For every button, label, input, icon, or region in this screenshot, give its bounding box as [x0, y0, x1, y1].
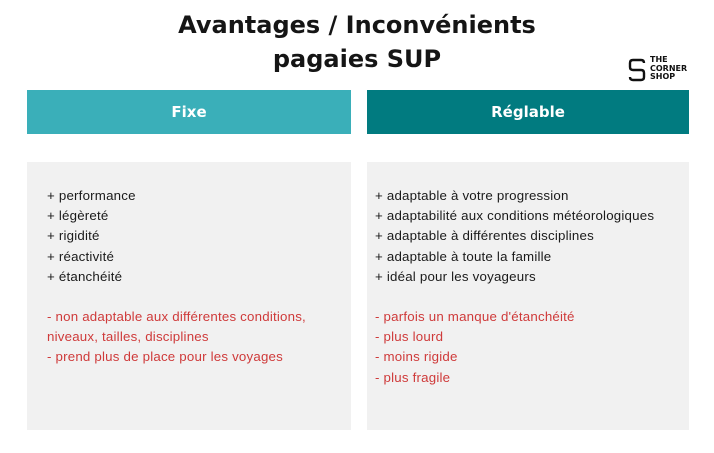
- reglable-header: Réglable: [367, 90, 689, 134]
- logo-text-line-2: CORNER: [650, 63, 688, 73]
- reglable-panel: [367, 162, 689, 430]
- logo-mark-icon: [627, 57, 647, 83]
- title-line-1: Avantages / Inconvénients: [178, 11, 536, 39]
- reglable-cons-list: [375, 307, 689, 388]
- logo-text-line-3: SHOP: [650, 72, 676, 82]
- fixe-cons-list: [47, 307, 351, 368]
- reglable-pro-item: + adaptabilité aux conditions météorologiques: [375, 208, 655, 224]
- fixe-con-item: niveaux, tailles, disciplines: [47, 329, 209, 345]
- reglable-pro-item: + adaptable à différentes disciplines: [375, 228, 594, 244]
- reglable-con-item: - plus fragile: [375, 369, 451, 385]
- fixe-con-item: - non adaptable aux différentes conditions,: [47, 309, 306, 325]
- logo-text: [650, 56, 687, 82]
- fixe-pro-item: + légèreté: [47, 208, 109, 224]
- reglable-con-item: - parfois un manque d'étanchéité: [375, 309, 575, 325]
- fixe-pro-item: + rigidité: [47, 228, 100, 244]
- title-line-2: pagaies SUP: [272, 45, 442, 73]
- reglable-pro-item: + adaptable à toute la famille: [375, 248, 552, 264]
- reglable-con-item: - moins rigide: [375, 349, 458, 365]
- reglable-pro-item: + idéal pour les voyageurs: [375, 268, 536, 284]
- fixe-pro-item: + étanchéité: [47, 268, 123, 284]
- fixe-header: Fixe: [27, 90, 351, 134]
- reglable-pros-list: [375, 186, 689, 287]
- reglable-con-item: - plus lourd: [375, 329, 444, 345]
- fixe-pro-item: + réactivité: [47, 248, 115, 264]
- fixe-pro-item: + performance: [47, 188, 136, 203]
- logo-text-line-1: THE: [650, 55, 668, 64]
- fixe-panel: [27, 162, 351, 430]
- fixe-con-item: - prend plus de place pour les voyages: [47, 349, 284, 365]
- fixe-pros-list: [47, 186, 351, 287]
- reglable-pro-item: + adaptable à votre progression: [375, 188, 569, 203]
- the-corner-shop-logo: [627, 54, 697, 86]
- page-title: [0, 8, 714, 76]
